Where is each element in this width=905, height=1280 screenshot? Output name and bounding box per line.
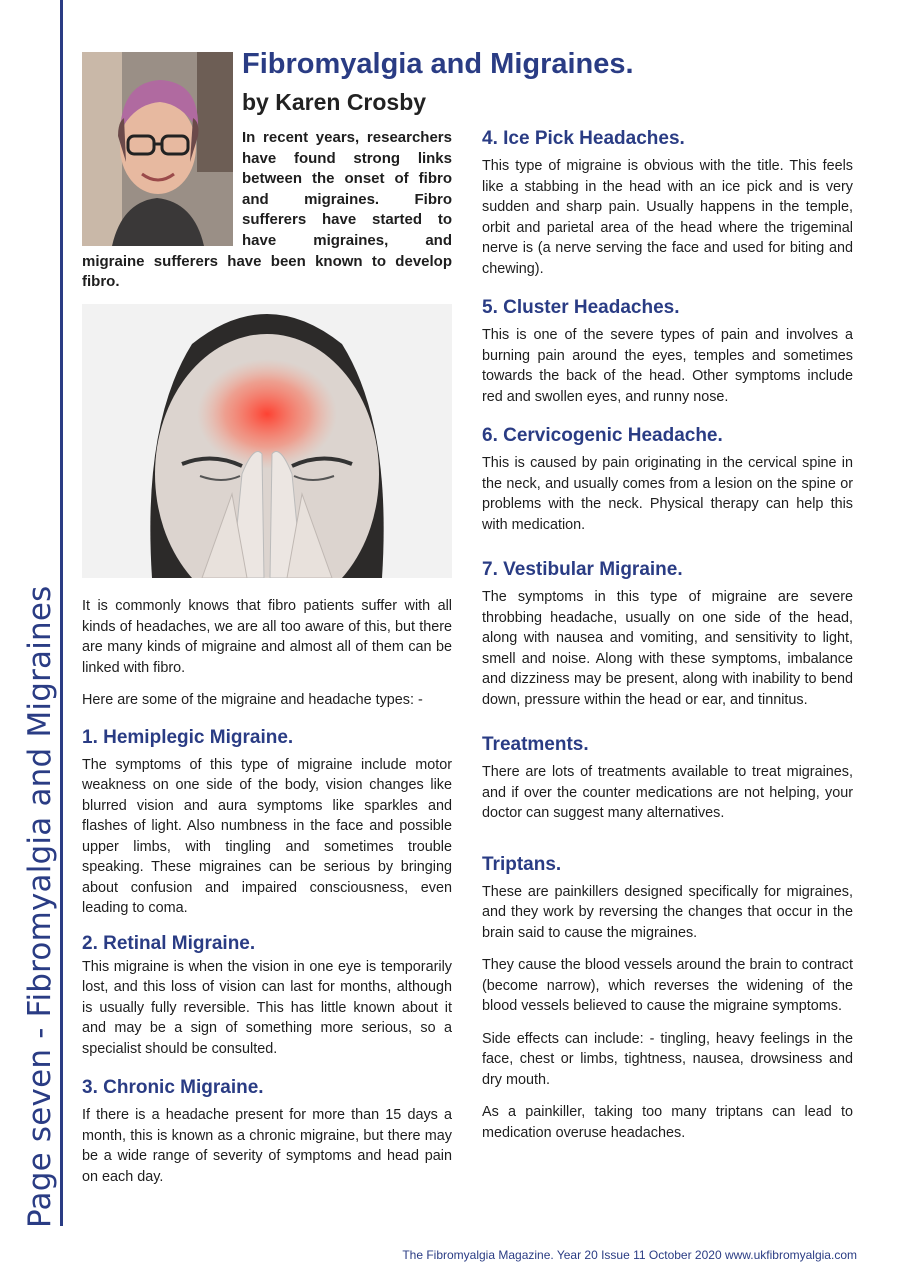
section-heading: 1. Hemiplegic Migraine. [82, 726, 294, 748]
page-footer: The Fibromyalgia Magazine. Year 20 Issue 11 October 2020 www.ukfibromyalgia.com [402, 1248, 857, 1262]
intro-paragraph: In recent years, researchers have found strong links between the onset of fibro and migraines. Fibro sufferers have started to have migraines, and migraine sufferers have been known to develop fibro. [82, 129, 452, 291]
section-text: The symptoms of this type of migraine include motor weakness on one side of the body, vision changes like blurred vision and aura symptoms like sparkles and flashes of light. Also numbness in the face and possible upper limbs, with tingling and sometimes trouble speaking. These migraines can be serious by bringing about confusion and impaired consciousness, even leading to coma. [82, 756, 452, 916]
section-heading: Treatments. [482, 734, 589, 755]
triptans-paragraph: Side effects can include: - tingling, heavy feelings in the face, chest or limbs, tightness, nausea, drowsiness and dry mouth. [482, 1030, 853, 1088]
section-text: There are lots of treatments available to treat migraines, and if over the counter medications are not helping, your doctor can suggest many alternatives. [482, 764, 853, 821]
section-text: This migraine is when the vision in one eye is temporarily lost, and this loss of vision can last for months, although is usually fully reversible. This has little known about it and may be a sign of something more serious, so a specialist should be consulted. [82, 958, 452, 1057]
left-column-body [82, 596, 452, 1199]
article-title: Fibromyalgia and Migraines. [242, 48, 634, 80]
intro-body-paragraph: It is commonly knows that fibro patients suffer with all kinds of headaches, we are all too aware of this, but there are many kinds of migraine and almost all of them can be linked with fibro. [82, 598, 452, 676]
headache-photo [82, 304, 452, 578]
side-title: Page seven - Fibromyalgia and Migraines [22, 585, 58, 1228]
types-lead-paragraph: Here are some of the migraine and headache types: - [82, 692, 423, 708]
triptans-paragraph: These are painkillers designed specifically for migraines, and they work by reversing the changes that occur in the brain said to cause the migraines. [482, 883, 853, 941]
section-heading: 3. Chronic Migraine. [82, 1077, 264, 1098]
section-text: This is one of the severe types of pain and involves a burning pain around the eyes, temples and sometimes towards the back of the head. Other symptoms include red and swollen eyes, and runny nose. [482, 327, 853, 405]
section-heading: 5. Cluster Headaches. [482, 297, 680, 318]
section-text: The symptoms in this type of migraine are severe throbbing headache, usually on one side of the head, along with nausea and vomiting, and sensitivity to light, smell and noise. Along with these symptoms, imbalance and dizziness may be present, along with inability to bend down, pressure within the head or ear, and tinnitus. [482, 589, 853, 708]
section-text: This type of migraine is obvious with the title. This feels like a stabbing in the head with an ice pick and is very sudden and sharp pain. Usually happens in the temple, orbit and parietal area of the head where the trigeminal nerve is (a nerve serving the face and used for biting and chewing). [482, 158, 853, 277]
article-byline: by Karen Crosby [242, 89, 427, 115]
section-heading: 4. Ice Pick Headaches. [482, 128, 685, 149]
section-heading: 2. Retinal Migraine. [82, 932, 256, 954]
section-heading: 6. Cervicogenic Headache. [482, 425, 723, 446]
section-text: If there is a headache present for more than 15 days a month, this is known as a chronic migraine, but there may be a wide range of severity of symptoms and head pain on each day. [82, 1107, 452, 1185]
section-heading: 7. Vestibular Migraine. [482, 559, 683, 580]
triptans-paragraph: As a painkiller, taking too many triptans can lead to medication overuse headaches. [482, 1104, 853, 1141]
section-heading: Triptans. [482, 853, 562, 875]
side-rule [60, 0, 63, 1226]
right-column-body [482, 128, 853, 1155]
section-text: This is caused by pain originating in the cervical spine in the neck, and usually comes from a lesion on the spine or problems with the neck. Physical therapy can help this with medication. [482, 455, 853, 533]
triptans-paragraph: They cause the blood vessels around the brain to contract (become narrow), which reverses the widening of the blood vessels believed to cause the migraine symptoms. [482, 957, 853, 1014]
